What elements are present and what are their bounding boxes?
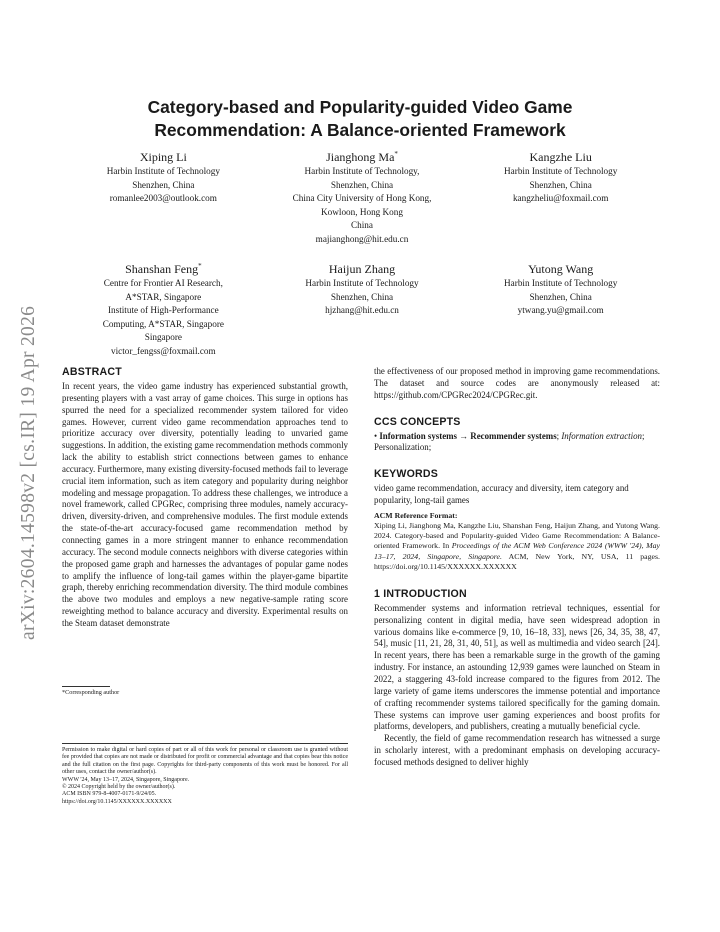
acm-reference-text: Xiping Li, Jianghong Ma, Kangzhe Liu, Shanshan Feng, Haijun Zhang, and Yutong Wang. 2024. Category-based and Popularity-guided Video Game Recommendation: A Balance-oriented Framework. In Proceedings of the ACM Web Conference 2024 (WWW '24), May 13–17, 2024, Singapore, Singapore. ACM, New York, NY, USA, 11 pages. https://doi.org/10.1145/XXXXXX.XXXXXX bbox=[374, 520, 660, 571]
author-location: Shenzhen, China bbox=[330, 179, 394, 190]
author-row-1 bbox=[64, 146, 660, 246]
author-row-2 bbox=[64, 258, 660, 358]
doi-line: https://doi.org/10.1145/XXXXXX.XXXXXX bbox=[62, 798, 172, 805]
author-location: Shenzhen, China bbox=[330, 291, 394, 302]
author-affiliation: Harbin Institute of Technology bbox=[504, 278, 618, 288]
abstract-heading: ABSTRACT bbox=[62, 366, 122, 378]
keywords-heading: KEYWORDS bbox=[374, 468, 438, 481]
introduction-paragraph-1: Recommender systems and information retrieval techniques, essential for personalizing content in digital media, have seen widespread adoption in various domains like e-commerce [9, 10, 16–18, 33], news [26, 34, 35, 38, 47, 54], music [11, 21, 28, 31, 40, 51], as well as multimedia and video search [24]. In recent years, there has been a remarkable surge in the growth of the gaming industry. For instance, an astounding 12,939 games were launched on Steam in 2022, a staggering 43-fold increase compared to the figures from 2012. The large variety of game items underscores the immense potential and importance of crafting recommender systems tailored specifically for the gaming domain. These systems can improve user gaming experiences and boost profits for platforms, developers, and publishers, creating a mutually beneficial cycle. bbox=[374, 602, 660, 732]
author-name: Xiping Li bbox=[139, 150, 187, 164]
author-name: Jianghong Ma* bbox=[326, 150, 398, 164]
isbn-line: ACM ISBN 979-8-4007-0171-9/24/05. bbox=[62, 791, 157, 798]
right-column bbox=[374, 366, 660, 769]
footnote-rule bbox=[62, 686, 110, 687]
author-affiliation: Harbin Institute of Technology bbox=[504, 166, 618, 176]
author-email: majianghong@hit.edu.cn bbox=[315, 233, 409, 244]
abstract-continued: the effectiveness of our proposed method in improving game recommendations. The dataset and source codes are anonymously released at: https://github.com/CPGRec2024/CPGRec.git. bbox=[374, 366, 660, 400]
author-affiliation: Harbin Institute of Technology bbox=[305, 278, 419, 288]
author-email: romanlee2003@outlook.com bbox=[109, 193, 217, 203]
author-name: Haijun Zhang bbox=[328, 262, 396, 276]
venue-line: WWW '24, May 13–17, 2024, Singapore, Singapore. bbox=[62, 776, 190, 783]
author-affiliation: Harbin Institute of Technology bbox=[106, 166, 220, 176]
arxiv-identifier: arXiv:2604.14598v2 [cs.IR] 19 Apr 2026 bbox=[18, 305, 39, 640]
title-line-1: Category-based and Popularity-guided Video Game bbox=[147, 97, 573, 117]
author-location: A*STAR, Singapore bbox=[125, 291, 202, 302]
paper-title bbox=[90, 96, 630, 142]
acm-reference-heading: ACM Reference Format: bbox=[374, 510, 458, 520]
author-email: kangzheliu@foxmail.com bbox=[512, 193, 609, 203]
author-affiliation: Centre for Frontier AI Research, bbox=[103, 278, 223, 288]
footnote-area bbox=[62, 686, 348, 697]
author-block bbox=[64, 258, 263, 358]
permission-block bbox=[62, 743, 348, 806]
left-column bbox=[62, 366, 348, 630]
author-name: Shanshan Feng* bbox=[125, 262, 202, 276]
author-email: hjzhang@hit.edu.cn bbox=[325, 305, 399, 315]
author-affiliation: Institute of High-Performance bbox=[107, 305, 219, 315]
author-affiliation: Computing, A*STAR, Singapore bbox=[102, 318, 224, 329]
author-block bbox=[64, 146, 263, 246]
author-email: ytwang.yu@gmail.com bbox=[517, 305, 604, 315]
author-location: Kowloon, Hong Kong bbox=[321, 206, 403, 217]
author-location: Singapore bbox=[144, 332, 182, 342]
introduction-heading: 1 INTRODUCTION bbox=[374, 587, 467, 600]
author-block bbox=[461, 258, 660, 358]
author-affiliation: Harbin Institute of Technology, bbox=[304, 166, 420, 176]
introduction-paragraph-2: Recently, the field of game recommendation research has witnessed a surge in scholarly interest, with a predominant emphasis on developing accuracy-focused methods designed to deliver highly bbox=[374, 733, 660, 767]
author-block bbox=[263, 146, 462, 246]
corresponding-author-footnote: *Corresponding author bbox=[62, 689, 120, 696]
abstract-text: In recent years, the video game industry has experienced substantial growth, presenting players with a vast array of game choices. This surge in options has spurred the need for a specialized recommender system tailored for video games. However, current video game recommendation approaches tend to prioritize accuracy over diversity, potentially leading to unvaried game suggestions. In addition, the existing game recommendation methods commonly lack the ability to establish strict connections between games to enhance accuracy. Furthermore, many existing diversity-focused methods fail to leverage crucial item information, such as item category and popularity during neighbor modeling and message propagation. To address these challenges, we introduce a novel framework, called CPGRec, comprising three modules, namely accuracy-driven, diversity-driven, and comprehensive modules. The first module extends the state-of-the-art accuracy-focused game recommendation method by connecting games in a more stringent manner to enhance recommendation accuracy. The second module connects neighbors with diverse categories within the proposed game graph and harnesses the advantages of popular game nodes to amplify the influence of long-tail games within the player-game bipartite graph, thereby enriching recommendation diversity. The third module combines the above two modules and employs a new negative-sample rating score reweighting method to balance accuracy and diversity. Experimental results on the Steam dataset demonstrate bbox=[62, 381, 348, 628]
permission-text: Permission to make digital or hard copies of part or all of this work for personal or classroom use is granted without fee provided that copies are not made or distributed for profit or commercial advantage and that copies bear this notice and the full citation on the first page. Copyrights for third-party components of this work must be honored. For all other uses, contact the owner/author(s). bbox=[62, 747, 348, 776]
author-email: victor_fengss@foxmail.com bbox=[111, 345, 216, 356]
title-line-2: Recommendation: A Balance-oriented Framework bbox=[154, 120, 566, 140]
author-name: Yutong Wang bbox=[528, 262, 594, 276]
author-name: Kangzhe Liu bbox=[529, 150, 592, 164]
author-block bbox=[461, 146, 660, 246]
author-block bbox=[263, 258, 462, 358]
author-location: Shenzhen, China bbox=[529, 291, 592, 302]
author-location: Shenzhen, China bbox=[529, 179, 592, 190]
author-location: Shenzhen, China bbox=[132, 179, 195, 190]
keywords-text: video game recommendation, accuracy and diversity, item category and popularity, long-tail games bbox=[374, 483, 629, 506]
author-location: China bbox=[351, 220, 373, 230]
ccs-concepts: • Information systems → Recommender systems; Information extraction; Personalization; bbox=[374, 430, 645, 453]
author-affiliation: China City University of Hong Kong, bbox=[292, 193, 432, 203]
copyright-line: © 2024 Copyright held by the owner/author(s). bbox=[62, 784, 176, 791]
permission-rule bbox=[62, 743, 348, 744]
ccs-heading: CCS CONCEPTS bbox=[374, 415, 461, 428]
